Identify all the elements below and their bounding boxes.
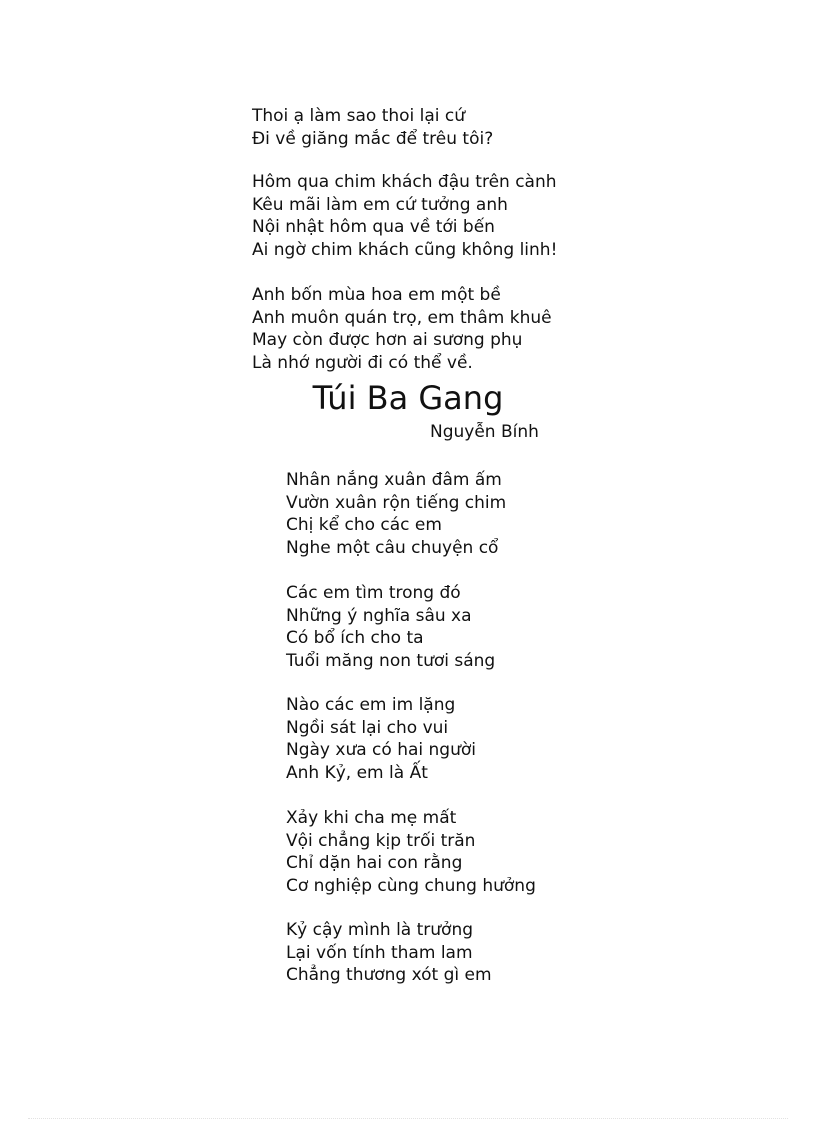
poem-line: Đi về giăng mắc để trêu tôi? — [252, 128, 494, 149]
poem-line: Cơ nghiệp cùng chung hưởng — [286, 875, 536, 896]
top-stanza-1 — [252, 105, 493, 150]
poem-line: Ngồi sát lại cho vui — [286, 717, 449, 738]
poem-author: Nguyễn Bính — [430, 422, 539, 442]
poem-line: Anh muôn quán trọ, em thâm khuê — [252, 307, 552, 328]
poem-line: Nghe một câu chuyện cổ — [286, 537, 499, 558]
poem-line: Nào các em im lặng — [286, 695, 456, 715]
poem-line: Vườn xuân rộn tiếng chim — [286, 492, 507, 513]
stanza-5 — [286, 919, 492, 987]
poem-line: Thoi ạ làm sao thoi lại cứ — [252, 106, 466, 126]
poem-line: Ngày xưa có hai người — [286, 740, 476, 760]
poem-line: Có bổ ích cho ta — [286, 628, 424, 648]
poem-line: Chẳng thương xót gì em — [286, 965, 492, 985]
poem-line: Hôm qua chim khách đậu trên cành — [252, 172, 557, 192]
poem-line: May còn được hơn ai sương phụ — [252, 330, 523, 350]
poem-line: Chị kể cho các em — [286, 515, 442, 535]
poem-line: Những ý nghĩa sâu xa — [286, 605, 472, 626]
poem-line: Chỉ dặn hai con rằng — [286, 853, 463, 873]
poem-line: Vội chẳng kịp trối trăn — [286, 830, 476, 851]
poem-line: Kỷ cậy mình là trưởng — [286, 920, 474, 940]
stanza-4 — [286, 807, 536, 897]
poem-title-text: Túi Ba Gang — [312, 379, 504, 417]
poem-line: Xảy khi cha mẹ mất — [286, 808, 457, 828]
poem-line: Các em tìm trong đó — [286, 583, 461, 603]
top-stanza-2 — [252, 171, 557, 261]
stanza-2 — [286, 582, 495, 672]
stanza-3 — [286, 694, 476, 784]
poem-title — [0, 376, 816, 420]
poem-line: Tuổi măng non tươi sáng — [286, 650, 496, 671]
poem-line: Lại vốn tính tham lam — [286, 942, 473, 963]
poem-line: Kêu mãi làm em cứ tưởng anh — [252, 194, 508, 215]
poem-line: Nội nhật hôm qua về tới bến — [252, 217, 495, 237]
poem-line: Là nhớ người đi có thể về. — [252, 352, 473, 373]
poem-line: Anh bốn mùa hoa em một bề — [252, 285, 501, 305]
stanza-1 — [286, 469, 506, 559]
poem-line: Anh Kỷ, em là Ất — [286, 762, 428, 783]
poem-line: Ai ngờ chim khách cũng không linh! — [252, 239, 558, 260]
poem-line: Nhân nắng xuân đâm ấm — [286, 470, 502, 490]
page-edge-divider — [28, 1118, 788, 1119]
top-stanza-3 — [252, 284, 552, 374]
